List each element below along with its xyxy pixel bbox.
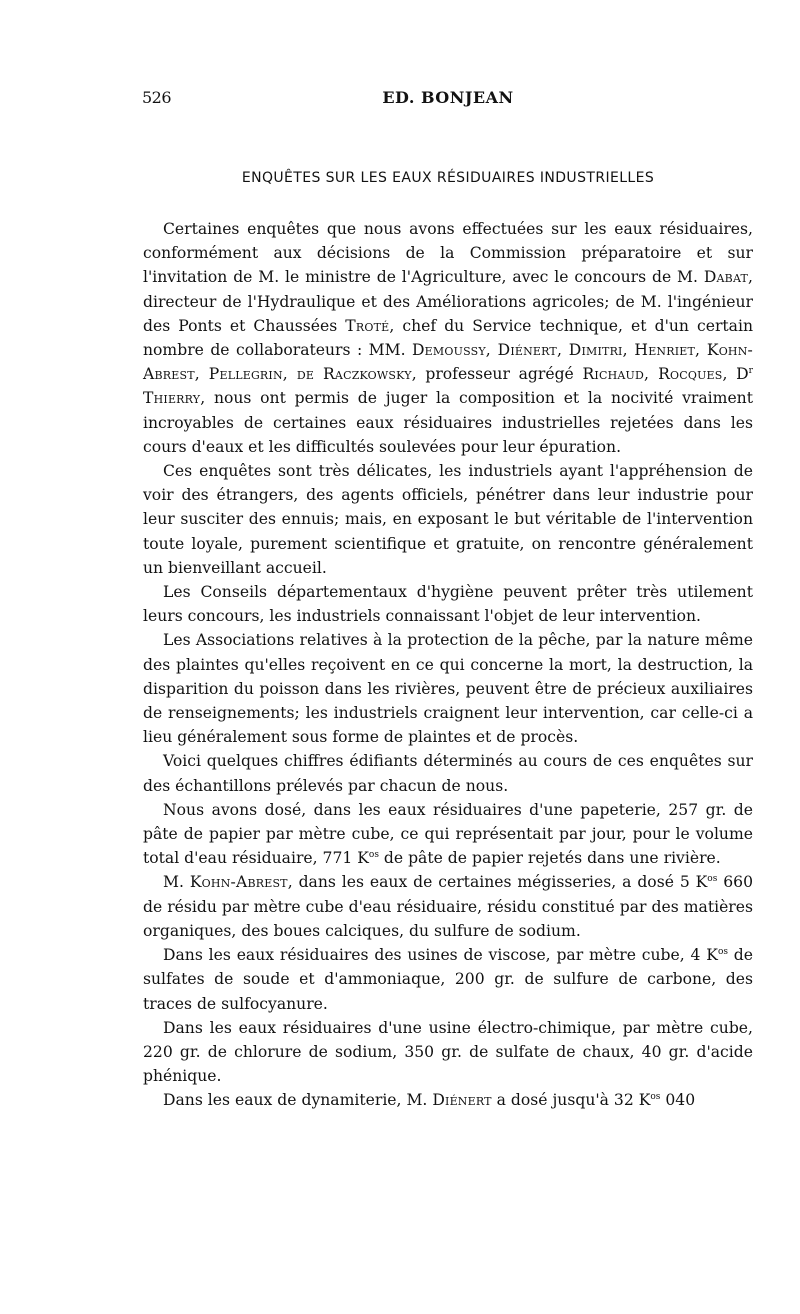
paragraph-9: Dans les eaux résiduaires d'une usine électro-chimique, par mètre cube, 220 gr. de chlorure de sodium, 350 gr. de sulfate de chaux, 40 gr. d'acide phénique. xyxy=(143,1018,753,1086)
text-run: 040 xyxy=(660,1091,696,1110)
text-run: 660 de résidu par mètre cube d'eau résiduaire, résidu constitué par des matières organiques, des boues calciques, du sulfure de sodium. xyxy=(143,873,753,940)
paragraph-3: Les Conseils départementaux d'hygiène peuvent prêter très utilement leurs concours, les industriels connaissant l'objet de leur intervention. xyxy=(143,583,753,626)
person-names: Demoussy, Diénert, Dimitri, Henriet, Kohn-Abrest, Pellegrin, de Raczkowsky xyxy=(143,341,754,384)
section-title: ENQUÊTES SUR LES EAUX RÉSIDUAIRES INDUSTRIELLES xyxy=(241,170,655,186)
person-name: Troté xyxy=(345,316,390,335)
person-name: Thierry xyxy=(143,389,201,408)
text-run: M. xyxy=(163,873,190,892)
person-name: Kohn-Abrest xyxy=(189,873,288,892)
text-run: a dosé jusqu'à 32 K xyxy=(491,1091,651,1110)
superscript: r xyxy=(748,366,753,377)
text-run: Nous avons dosé, dans les eaux résiduaires d'une papeterie, 257 gr. de pâte de papier par mètre cube, ce qui représentait par jour, pour le volume total d'eau résiduaire, 771 K xyxy=(143,800,753,868)
running-head: ED. BONJEAN xyxy=(382,88,514,107)
paragraph-10 xyxy=(143,1088,753,1112)
paragraph-5: Voici quelques chiffres édifiants déterminés au cours de ces enquêtes sur des échantillons prélevés par chacun de nous. xyxy=(143,752,753,795)
paragraph-7 xyxy=(143,870,753,943)
text-run: , D xyxy=(722,365,749,384)
superscript: os xyxy=(717,947,728,958)
text-run: Certaines enquêtes que nous avons effectuées sur les eaux résiduaires, conformément aux décisions de la Commission préparatoire et sur l'invitation de M. le ministre de l'Agriculture, avec le concours de M. xyxy=(143,220,753,287)
paragraph-1 xyxy=(143,217,753,459)
superscript: os xyxy=(707,874,718,885)
superscript: os xyxy=(368,850,379,861)
text-run: , nous ont permis de juger la composition et la nocivité vraiment incroyables de certaines eaux résiduaires industrielles rejetées dans les cours d'eaux et les difficultés soulevées pour leur épuration. xyxy=(143,389,753,456)
person-names: Richaud, Rocques xyxy=(582,365,723,384)
text-run: de pâte de papier rejetés dans une rivière. xyxy=(378,849,721,868)
text-run: , directeur de l'Hydraulique et des Améliorations agricoles; de M. l'ingénieur des Ponts et Chaussées xyxy=(143,268,753,335)
text-run: , dans les eaux de certaines mégisseries, a dosé 5 K xyxy=(287,873,708,892)
body-text xyxy=(143,217,753,1113)
text-run: Dans les eaux de dynamiterie, M. xyxy=(163,1091,433,1110)
person-name: Diénert xyxy=(432,1091,492,1110)
text-run: , professeur agrégé xyxy=(411,365,583,384)
text-run: de sulfates de soude et d'ammoniaque, 200 gr. de sulfure de carbone, des traces de sulfocyanure. xyxy=(143,946,754,1013)
text-run: , chef du Service technique, et d'un certain nombre de collaborateurs : MM. xyxy=(143,316,754,360)
page-number: 526 xyxy=(142,88,172,107)
text-run: Dans les eaux résiduaires des usines de viscose, par mètre cube, 4 K xyxy=(163,946,718,965)
paragraph-2: Ces enquêtes sont très délicates, les industriels ayant l'appréhension de voir des étrangers, des agents officiels, pénétrer dans leur industrie pour leur susciter des ennuis; mais, en exposant le but véritable de l'intervention toute loyale, purement scientifique et gratuite, on rencontre généralement un bienveillant accueil. xyxy=(143,462,753,577)
paragraph-4: Les Associations relatives à la protection de la pêche, par la nature même des plaintes qu'elles reçoivent en ce qui concerne la mort, la destruction, la disparition du poisson dans les rivières, peuvent être de précieux auxiliaires de renseignements; les industriels craignent leur intervention, car celle-ci a lieu généralement sous forme de plaintes et de procès. xyxy=(143,631,753,747)
superscript: os xyxy=(650,1092,661,1103)
person-name: Dabat xyxy=(703,268,749,287)
paragraph-6 xyxy=(143,798,753,871)
paragraph-8 xyxy=(143,943,753,1016)
page-header xyxy=(142,88,754,112)
